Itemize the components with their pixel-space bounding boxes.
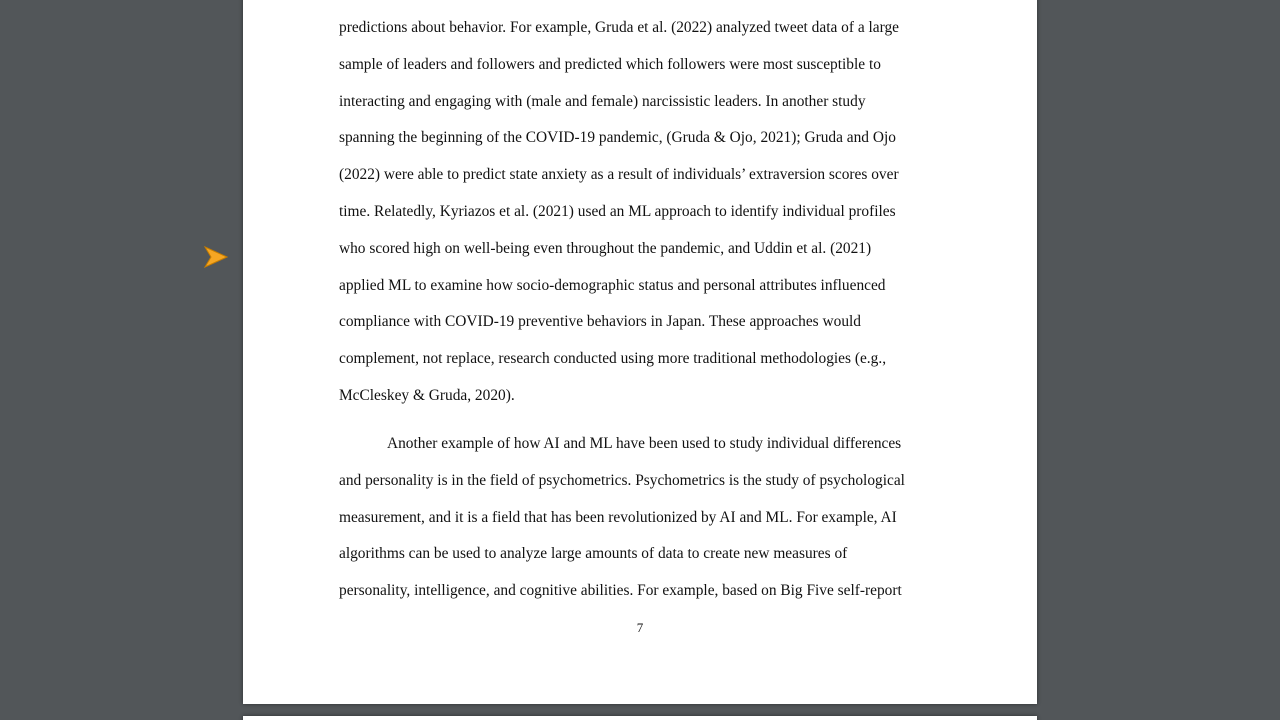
text-line: algorithms can be used to analyze large amounts of data to create new measures of: [339, 545, 848, 563]
page-number: 7: [636, 620, 644, 635]
text-line: McCleskey & Gruda, 2020).: [339, 386, 515, 404]
text-line: time. Relatedly, Kyriazos et al. (2021) used an ML approach to identify individual profiles: [339, 202, 896, 220]
text-line: sample of leaders and followers and predicted which followers were most susceptible to: [339, 55, 881, 73]
next-document-page: [243, 716, 1037, 720]
text-line: spanning the beginning of the COVID-19 pandemic, (Gruda & Ojo, 2021); Gruda and Ojo: [339, 129, 896, 147]
paragraph-1: [339, 18, 939, 423]
text-line: compliance with COVID-19 preventive behaviors in Japan. These approaches would: [339, 313, 861, 331]
arrow-pointer-icon: [204, 246, 228, 268]
text-line: predictions about behavior. For example, Gruda et al. (2022) analyzed tweet data of a large: [339, 19, 899, 36]
text-line: personality, intelligence, and cognitive abilities. For example, based on Big Five self-report: [339, 582, 902, 600]
text-line: and personality is in the field of psychometrics. Psychometrics is the study of psychological: [339, 471, 905, 489]
text-line: interacting and engaging with (male and female) narcissistic leaders. In another study: [339, 92, 866, 110]
text-line: who scored high on well-being even throughout the pandemic, and Uddin et al. (2021): [339, 239, 872, 257]
paragraph-2: [339, 434, 939, 618]
text-line: complement, not replace, research conducted using more traditional methodologies (e.g.,: [339, 350, 887, 368]
text-line: (2022) were able to predict state anxiety as a result of individuals’ extraversion scores over: [339, 166, 899, 184]
text-line: applied ML to examine how socio-demographic status and personal attributes influenced: [339, 276, 886, 294]
document-page: [243, 0, 1037, 704]
text-line: measurement, and it is a field that has been revolutionized by AI and ML. For example, AI: [339, 508, 897, 526]
text-line: Another example of how AI and ML have been used to study individual differences: [387, 435, 902, 452]
